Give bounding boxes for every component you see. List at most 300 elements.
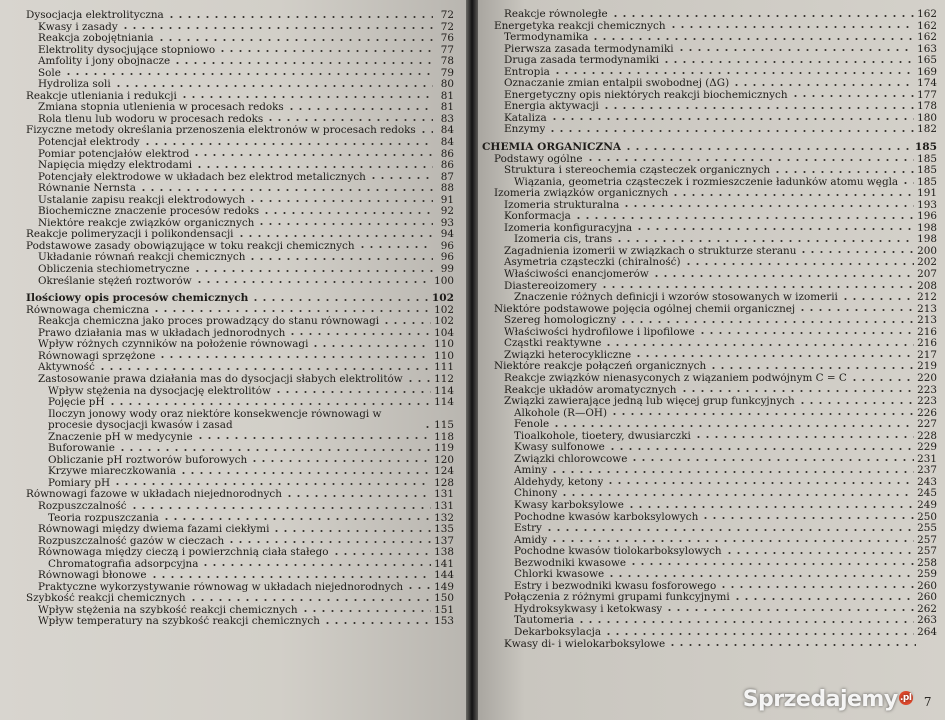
toc-entry: [26, 455, 454, 467]
toc-page-number: 115: [434, 419, 454, 432]
toc-entry-title: Wpływ stężenia na szybkość reakcji chemicznych: [38, 604, 298, 616]
toc-entry-title: Ilościowy opis procesów chemicznych: [26, 293, 249, 305]
toc-entry: [26, 328, 454, 340]
toc-entry: [26, 547, 454, 559]
toc-page-number: 119: [434, 442, 454, 455]
toc-leader-dots: [64, 69, 433, 77]
toc-entry: [482, 327, 937, 339]
toc-page-number: 177: [917, 88, 937, 101]
toc-leader-dots: [285, 491, 431, 499]
toc-entry-title: Struktura i stereochemia cząsteczek organicznych: [504, 165, 771, 177]
toc-entry-title: Pomiar potencjałów elektrod: [38, 148, 190, 160]
toc-entry: [482, 408, 937, 420]
toc-leader-dots: [274, 387, 431, 395]
toc-entry-title: Rozpuszczalność: [38, 500, 127, 512]
toc-entry: [482, 211, 937, 223]
toc-entry-title: Pochodne kwasów karboksylowych: [514, 511, 699, 523]
toc-entry: [482, 67, 937, 79]
toc-page-number: 257: [917, 545, 937, 558]
toc-entry-title: Układanie równań reakcji chemicznych: [38, 252, 246, 264]
toc-leader-dots: [662, 57, 914, 65]
toc-leader-dots: [773, 167, 914, 175]
toc-page-number: 102: [431, 292, 454, 305]
toc-entry: [482, 21, 937, 33]
toc-entry: [482, 396, 937, 408]
toc-entry: [482, 315, 937, 327]
toc-leader-dots: [262, 208, 433, 216]
toc-leader-dots: [193, 266, 433, 274]
toc-leader-dots: [382, 318, 431, 326]
toc-leader-dots: [162, 514, 431, 522]
toc-list-left: [26, 10, 454, 628]
toc-page-number: 111: [434, 361, 454, 374]
toc-page-number: 163: [917, 42, 937, 55]
toc-page-number: 263: [917, 614, 937, 627]
toc-entry: [26, 56, 454, 68]
toc-leader-dots: [250, 456, 431, 464]
toc-page-number: 87: [440, 170, 454, 183]
toc-leader-dots: [671, 190, 914, 198]
toc-page-number: 81: [440, 101, 454, 114]
toc-entry-title: Podstawowe zasady obowiązujące w toku reakcji chemicznych: [26, 240, 355, 252]
toc-section-heading: [482, 142, 937, 154]
toc-entry: [482, 177, 937, 189]
toc-entry-title: Znaczenie różnych definicji i wzorów stosowanych w izomerii: [514, 292, 838, 304]
toc-entry: [26, 45, 454, 57]
toc-leader-dots: [251, 295, 429, 303]
toc-section-heading: [26, 293, 454, 305]
toc-page-number: 185: [917, 175, 937, 188]
watermark-dot-icon: .pl: [899, 693, 912, 703]
toc-page-number: 110: [434, 338, 454, 351]
toc-page-number: 83: [440, 112, 454, 125]
toc-entry: [26, 489, 454, 501]
toc-leader-dots: [114, 81, 433, 89]
toc-leader-dots: [684, 259, 915, 267]
toc-entry-title: Iloczyn jonowy wody oraz niektóre konsekwencje równowagi w procesie dysocjacji kwasów i zasad: [48, 408, 382, 432]
toc-leader-dots: [615, 236, 914, 244]
toc-page-number: 96: [440, 239, 454, 252]
toc-leader-dots: [98, 364, 431, 372]
toc-page-number: 255: [917, 522, 937, 535]
toc-leader-dots: [627, 502, 914, 510]
toc-leader-dots: [237, 231, 434, 239]
toc-entry: [482, 350, 937, 362]
toc-entry-title: Właściwości enancjomerów: [504, 269, 649, 281]
toc-entry: [26, 305, 454, 317]
toc-leader-dots: [560, 490, 914, 498]
toc-entry-title: CHEMIA ORGANICZNA: [482, 142, 622, 154]
toc-leader-dots: [791, 91, 915, 99]
toc-leader-dots: [358, 242, 433, 250]
toc-entry-title: Pierwsza zasada termodynamiki: [504, 43, 674, 55]
toc-leader-dots: [634, 351, 914, 359]
toc-entry: [26, 409, 454, 432]
toc-leader-dots: [288, 329, 431, 337]
toc-entry-title: Kataliza: [504, 112, 547, 124]
toc-page-number: 91: [440, 193, 454, 206]
toc-entry: [482, 124, 937, 136]
toc-leader-dots: [369, 173, 433, 181]
toc-leader-dots: [602, 103, 914, 111]
toc-page-number: 180: [917, 111, 937, 124]
toc-leader-dots: [423, 422, 431, 430]
toc-entry: [482, 512, 937, 524]
toc-entry-title: Związki chlorowcowe: [514, 453, 628, 465]
toc-page-number: 249: [917, 498, 937, 511]
toc-entry-title: Teoria rozpuszczania: [48, 512, 159, 524]
toc-page-number: 162: [917, 8, 937, 20]
toc-page-number: 102: [434, 303, 454, 316]
toc-entry-title: Reakcje układów aromatycznych: [504, 384, 677, 396]
toc-entry: [26, 114, 454, 126]
toc-entry-title: Zmiana stopnia utlenienia w procesach redoks: [38, 102, 284, 114]
toc-leader-dots: [610, 409, 914, 417]
toc-page-number: 99: [440, 263, 454, 276]
toc-page-number: 245: [917, 487, 937, 500]
toc-entry: [26, 478, 454, 490]
toc-page-number: 196: [917, 210, 937, 223]
toc-entry-title: Niektóre reakcje związków organicznych: [38, 217, 255, 229]
toc-page-number: 88: [440, 182, 454, 195]
toc-entry-title: Wiązania, geometria cząsteczek i rozmieszczenie ładunków atomu węgla: [514, 176, 899, 188]
toc-page-number: 76: [440, 32, 454, 45]
toc-leader-dots: [604, 340, 914, 348]
toc-leader-dots: [419, 127, 433, 135]
toc-entry: [482, 338, 937, 350]
toc-entry-title: Równowagi błonowe: [38, 570, 147, 582]
toc-page-number: 227: [917, 418, 937, 431]
toc-leader-dots: [195, 277, 431, 285]
toc-page-number: 237: [917, 464, 937, 477]
toc-entry-title: Estry i bezwodniki kwasu fosforowego: [514, 580, 717, 592]
toc-entry: [26, 432, 454, 444]
toc-entry-title: Dysocjacja elektrolityczna: [26, 10, 164, 21]
toc-entry-title: Bezwodniki kwasowe: [514, 557, 627, 569]
toc-entry: [482, 385, 937, 397]
toc-page-number: 259: [917, 568, 937, 581]
toc-entry-title: Diastereoizomery: [504, 280, 597, 292]
toc-page-number: 131: [434, 488, 454, 501]
toc-leader-dots: [227, 537, 431, 545]
toc-entry: [482, 581, 937, 593]
toc-entry: [482, 55, 937, 67]
toc-leader-dots: [577, 617, 914, 625]
toc-entry: [482, 442, 937, 454]
toc-page-number: 207: [917, 268, 937, 281]
toc-leader-dots: [157, 35, 433, 43]
toc-entry-title: Aminy: [514, 465, 548, 477]
toc-entry-title: Reakcja zobojętniania: [38, 33, 154, 45]
toc-entry-title: Estry: [514, 523, 542, 535]
toc-leader-dots: [600, 282, 914, 290]
toc-entry-title: Praktyczne wykorzystywanie równowag w układach niejednorodnych: [38, 581, 404, 593]
toc-leader-dots: [108, 399, 432, 407]
toc-entry: [482, 500, 937, 512]
toc-entry: [26, 339, 454, 351]
toc-entry: [482, 234, 937, 246]
toc-entry: [26, 570, 454, 582]
toc-entry-title: Izomeria strukturalna: [504, 199, 620, 211]
toc-entry-title: Tautomeria: [514, 615, 574, 627]
toc-entry-title: Szybkość reakcji chemicznych: [26, 593, 186, 605]
toc-entry-title: Dekarboksylacja: [514, 626, 602, 638]
toc-page-number: 104: [434, 326, 454, 339]
toc-page-number: 182: [917, 123, 937, 136]
toc-entry: [482, 477, 937, 489]
toc-entry-title: Napięcia między elektrodami: [38, 160, 193, 172]
toc-page-number: 153: [434, 615, 454, 628]
toc-entry-title: Fenole: [514, 419, 550, 431]
toc-entry: [26, 183, 454, 195]
toc-leader-dots: [196, 433, 432, 441]
toc-entry-title: Chlorki kwasowe: [514, 569, 605, 581]
toc-page-number: 81: [440, 89, 454, 102]
toc-leader-dots: [725, 548, 915, 556]
toc-page-number: 162: [917, 19, 937, 32]
toc-leader-dots: [201, 560, 431, 568]
toc-leader-dots: [152, 306, 431, 314]
toc-entry: [482, 627, 937, 639]
toc-entry-title: Szereg homologiczny: [504, 315, 617, 327]
toc-page-number: 226: [917, 406, 937, 419]
toc-page-number: 216: [917, 337, 937, 350]
toc-entry: [482, 154, 937, 166]
toc-entry-title: Amfolity i jony obojnacze: [38, 56, 171, 68]
toc-entry-title: Zagadnienia izomerii w związkach o strukturze steranu: [504, 245, 797, 257]
toc-entry: [26, 102, 454, 114]
toc-page-number: 132: [434, 511, 454, 524]
toc-leader-dots: [158, 352, 431, 360]
toc-leader-dots: [701, 513, 914, 521]
toc-entry: [26, 172, 454, 184]
toc-entry: [482, 373, 937, 385]
toc-leader-dots: [272, 526, 431, 534]
toc-entry-title: Biochemiczne znaczenie procesów redoks: [38, 206, 260, 218]
toc-leader-dots: [622, 201, 914, 209]
toc-entry: [26, 559, 454, 571]
toc-leader-dots: [709, 363, 914, 371]
toc-entry-title: Amidy: [514, 534, 548, 546]
toc-leader-dots: [624, 144, 912, 152]
toc-entry: [482, 281, 937, 293]
toc-entry: [482, 257, 937, 269]
toc-entry: [482, 639, 937, 651]
toc-leader-dots: [179, 468, 431, 476]
toc-page-right: [478, 0, 945, 720]
toc-leader-dots: [694, 432, 914, 440]
toc-entry: [482, 488, 937, 500]
toc-leader-dots: [143, 139, 433, 147]
toc-entry-title: Energetyka reakcji chemicznych: [494, 20, 666, 32]
toc-leader-dots: [677, 45, 915, 53]
toc-entry-title: Równanie Nernsta: [38, 183, 136, 195]
toc-entry-title: Aldehydy, ketony: [514, 476, 604, 488]
toc-leader-dots: [732, 80, 914, 88]
toc-entry-title: Pochodne kwasów tiolokarboksylowych: [514, 546, 722, 558]
toc-entry-title: Energia aktywacji: [504, 101, 599, 113]
toc-page-number: 185: [917, 164, 937, 177]
toc-leader-dots: [669, 22, 915, 30]
toc-entry-title: Wpływ temperatury na szybkość reakcji chemicznych: [38, 616, 320, 628]
toc-page-number: 185: [914, 141, 937, 154]
toc-leader-dots: [591, 34, 914, 42]
toc-entry-title: Tioalkohole, tioetery, dwusiarczki: [514, 430, 691, 442]
toc-page-number: 220: [917, 371, 937, 384]
toc-leader-dots: [698, 328, 914, 336]
toc-page-number: 243: [917, 475, 937, 488]
toc-page-number: 92: [440, 205, 454, 218]
toc-entry: [26, 68, 454, 80]
toc-entry: [482, 223, 937, 235]
toc-leader-dots: [550, 114, 915, 122]
toc-entry: [26, 252, 454, 264]
toc-entry: [482, 569, 937, 581]
toc-entry-title: Potencjał elektrody: [38, 137, 140, 149]
book-gutter: [466, 0, 478, 720]
toc-leader-dots: [606, 478, 914, 486]
toc-leader-dots: [287, 104, 433, 112]
toc-entry-title: Wpływ różnych czynników na położenie równowagi: [38, 339, 309, 351]
toc-page-number: 84: [440, 136, 454, 149]
toc-leader-dots: [548, 126, 914, 134]
toc-page-number: 135: [434, 523, 454, 536]
toc-leader-dots: [850, 375, 914, 383]
toc-page-number: 114: [434, 384, 454, 397]
toc-entry: [26, 206, 454, 218]
toc-page-number: 229: [917, 441, 937, 454]
toc-page-number: 80: [440, 78, 454, 91]
toc-leader-dots: [311, 341, 431, 349]
sprzedajemy-watermark: [743, 687, 931, 712]
toc-page-number: 174: [917, 77, 937, 90]
toc-entry-title: Potencjały elektrodowe w układach bez elektrod metalicznych: [38, 171, 366, 183]
toc-entry-title: Izomeria związków organicznych: [494, 188, 669, 200]
toc-leader-dots: [586, 155, 915, 163]
toc-entry: [482, 292, 937, 304]
toc-entry-title: Prawo działania mas w układach jednorodnych: [38, 327, 286, 339]
toc-entry: [482, 113, 937, 125]
toc-entry: [482, 101, 937, 113]
toc-page-number: 262: [917, 602, 937, 615]
toc-leader-dots: [668, 640, 916, 648]
toc-entry: [26, 33, 454, 45]
toc-entry: [482, 604, 937, 616]
toc-entry-title: Izomeria konfiguracyjna: [504, 222, 633, 234]
toc-entry-title: Chinony: [514, 488, 558, 500]
toc-page-number: 200: [917, 244, 937, 257]
toc-entry: [26, 137, 454, 149]
toc-leader-dots: [550, 467, 914, 475]
toc-page-number: 223: [917, 383, 937, 396]
toc-page-number: 198: [917, 233, 937, 246]
toc-page-number: 151: [434, 603, 454, 616]
toc-leader-dots: [266, 115, 433, 123]
toc-entry-title: Połączenia z różnymi grupami funkcyjnymi: [504, 592, 730, 604]
toc-entry-title: Elektrolity dysocjujące stopniowo: [38, 44, 216, 56]
toc-entry: [482, 546, 937, 558]
toc-entry: [26, 593, 454, 605]
toc-leader-dots: [150, 572, 432, 580]
toc-page-number: 219: [917, 360, 937, 373]
toc-entry-title: Chromatografia adsorpcyjna: [48, 558, 199, 570]
toc-leader-dots: [130, 503, 432, 511]
toc-entry: [482, 200, 937, 212]
toc-leader-dots: [719, 582, 914, 590]
toc-entry-title: Asymetria cząsteczki (chiralność): [504, 257, 681, 269]
toc-entry: [482, 454, 937, 466]
toc-page-number: 149: [434, 580, 454, 593]
toc-entry-title: Równowaga chemiczna: [26, 304, 150, 316]
toc-leader-dots: [550, 536, 914, 544]
toc-entry-title: Równowagi między dwiema fazami ciekłymi: [38, 524, 270, 536]
toc-entry-title: Rozpuszczalność gazów w cieczach: [38, 535, 225, 547]
toc-page-number: 208: [917, 279, 937, 292]
toc-entry-title: Reakcje utleniania i redukcji: [26, 90, 177, 102]
toc-entry: [482, 558, 937, 570]
toc-entry-title: Druga zasada termodynamiki: [504, 55, 660, 67]
toc-entry-title: Reakcje polimeryzacji i polikondensacji: [26, 229, 234, 241]
toc-leader-dots: [332, 549, 432, 557]
toc-page-number: 193: [917, 198, 937, 211]
toc-leader-dots: [619, 317, 914, 325]
toc-entry-title: Równowagi fazowe w układach niejednorodnych: [26, 489, 282, 501]
toc-entry-title: Właściwości hydrofilowe i lipofilowe: [504, 326, 695, 338]
toc-page-number: 165: [917, 54, 937, 67]
toc-entry: [482, 419, 937, 431]
toc-page-number: 77: [440, 43, 454, 56]
toc-entry-title: Izomeria cis, trans: [514, 234, 613, 246]
toc-entry: [26, 195, 454, 207]
toc-entry-title: Hydroksykwasy i ketokwasy: [514, 603, 663, 615]
toc-leader-dots: [635, 224, 914, 232]
toc-leader-dots: [121, 23, 433, 31]
toc-leader-dots: [189, 595, 432, 603]
toc-entry-title: Ustalanie zapisu reakcji elektrodowych: [38, 194, 246, 206]
toc-leader-dots: [248, 254, 433, 262]
toc-entry: [482, 615, 937, 627]
toc-entry-title: Podstawy ogólne: [494, 153, 583, 165]
toc-page-number: 118: [434, 430, 454, 443]
toc-leader-dots: [607, 571, 914, 579]
toc-entry: [482, 32, 937, 44]
toc-entry: [482, 304, 937, 316]
toc-entry-title: Pomiary pH: [48, 477, 111, 489]
toc-entry-title: Niektóre podstawowe pojęcia ogólnej chemii organicznej: [494, 303, 796, 315]
toc-page-number: 79: [440, 66, 454, 79]
toc-leader-dots: [113, 479, 431, 487]
toc-leader-dots: [192, 150, 433, 158]
toc-page-number: 93: [440, 216, 454, 229]
toc-entry: [26, 374, 454, 386]
toc-page-number: 86: [440, 159, 454, 172]
toc-page-number: 202: [917, 256, 937, 269]
toc-leader-dots: [680, 386, 915, 394]
toc-entry-title: Krzywe miareczkowania: [48, 466, 177, 478]
toc-entry: [26, 466, 454, 478]
toc-entry-title: Równowaga między cieczą i powierzchnią ciała stałego: [38, 547, 329, 559]
toc-page-number: 216: [917, 325, 937, 338]
toc-leader-dots: [799, 247, 914, 255]
toc-entry: [26, 501, 454, 513]
toc-entry-title: Wpływ stężenia na dysocjację elektrolitów: [48, 385, 271, 397]
toc-entry: [26, 443, 454, 455]
toc-page-number: 110: [434, 349, 454, 362]
toc-entry: [482, 431, 937, 443]
toc-entry-title: Konformacja: [504, 211, 571, 223]
toc-entry-title: Reakcje równoległe: [504, 9, 608, 20]
toc-page-number: 138: [434, 546, 454, 559]
